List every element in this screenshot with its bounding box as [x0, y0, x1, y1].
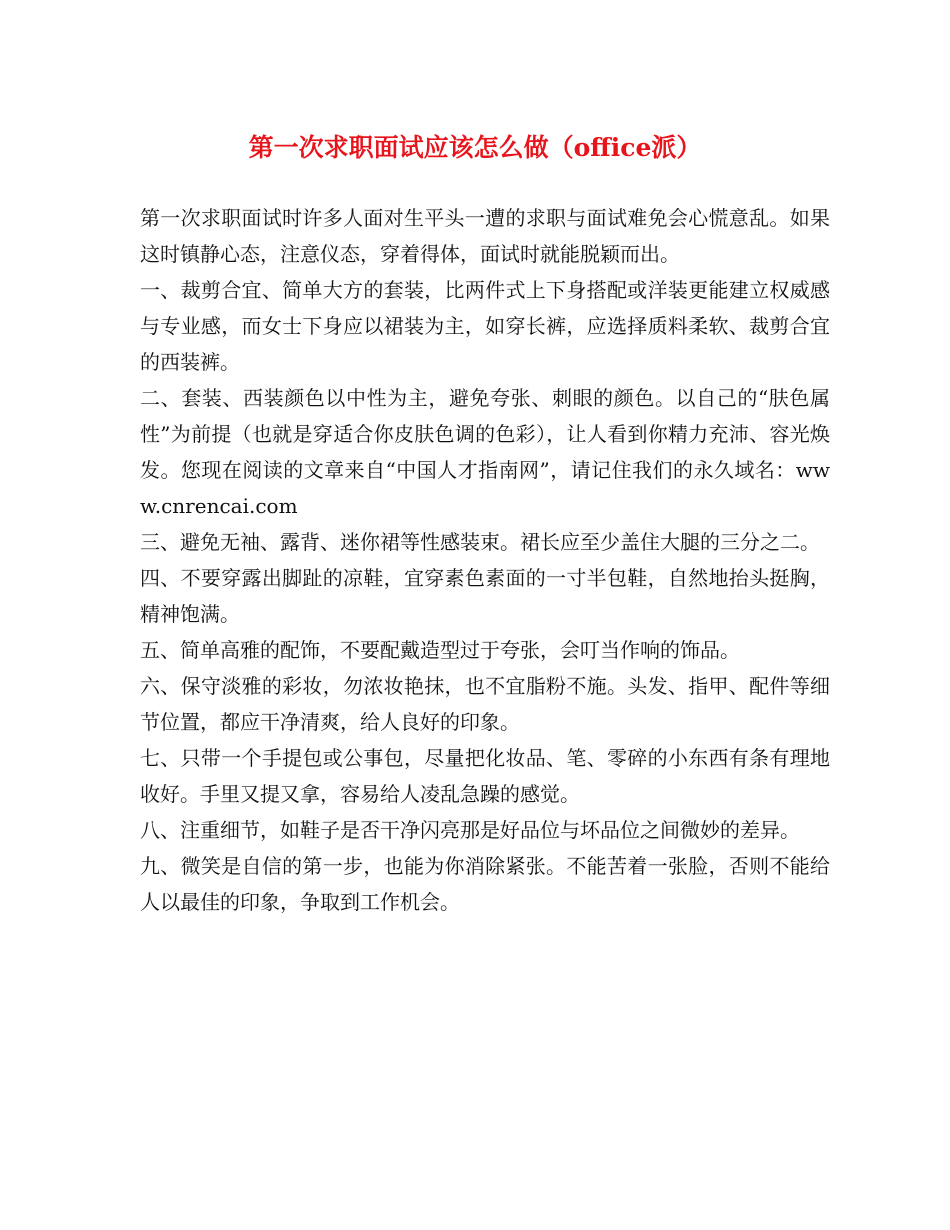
document-title: 第一次求职面试应该怎么做（office派） — [248, 133, 702, 162]
document-body — [140, 200, 830, 920]
tip-paragraph-1: 一、裁剪合宜、简单大方的套装，比两件式上下身搭配或洋装更能建立权威感与专业感，而女士下身应以裙装为主，如穿长裤，应选择质料柔软、裁剪合宜的西装裤。 — [140, 278, 830, 374]
tip-paragraph-4: 四、不要穿露出脚趾的凉鞋，宜穿素色素面的一寸半包鞋，自然地抬头挺胸，精神饱满。 — [140, 566, 830, 626]
intro-paragraph: 第一次求职面试时许多人面对生平头一遭的求职与面试难免会心慌意乱。如果这时镇静心态，注意仪态，穿着得体，面试时就能脱颖而出。 — [140, 206, 830, 266]
tip-paragraph-6: 六、保守淡雅的彩妆，勿浓妆艳抹，也不宜脂粉不施。头发、指甲、配件等细节位置，都应干净清爽，给人良好的印象。 — [140, 674, 830, 734]
tip-paragraph-3: 三、避免无袖、露背、迷你裙等性感装束。裙长应至少盖住大腿的三分之二。 — [140, 530, 820, 554]
tip-paragraph-5: 五、简单高雅的配饰，不要配戴造型过于夸张，会叮当作响的饰品。 — [140, 638, 740, 662]
tip-paragraph-9: 九、微笑是自信的第一步，也能为你消除紧张。不能苦着一张脸，否则不能给人以最佳的印象，争取到工作机会。 — [140, 854, 830, 914]
tip-paragraph-2: 二、套装、西装颜色以中性为主，避免夸张、刺眼的颜色。以自己的“肤色属性”为前提（也就是穿适合你皮肤色调的色彩），让人看到你精力充沛、容光焕发。您现在阅读的文章来自“中国人才指南网”，请记住我们的永久域名：www.cnrencai.com — [140, 386, 830, 518]
tip-paragraph-8: 八、注重细节，如鞋子是否干净闪亮那是好品位与坏品位之间微妙的差异。 — [140, 818, 800, 842]
tip-paragraph-7: 七、只带一个手提包或公事包，尽量把化妆品、笔、零碎的小东西有条有理地收好。手里又提又拿，容易给人凌乱急躁的感觉。 — [140, 746, 830, 806]
